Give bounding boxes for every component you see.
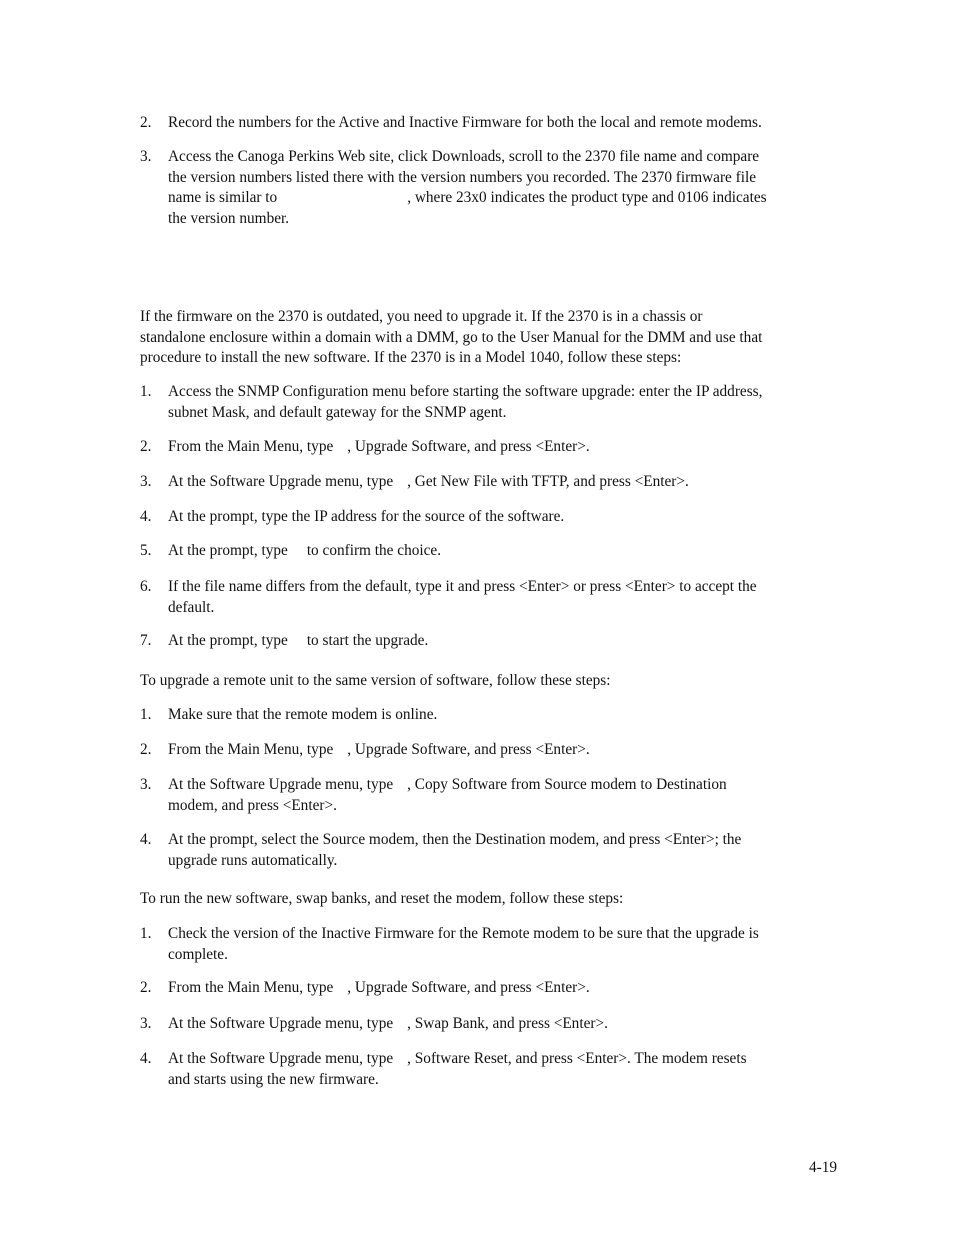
text-segment: , Upgrade Software, and press <Enter>. xyxy=(347,741,590,758)
list-text xyxy=(168,1014,842,1035)
list-item xyxy=(140,924,842,965)
text-segment: , Software Reset, and press <Enter>. The modem resets xyxy=(407,1050,747,1067)
text-segment: , where 23x0 indicates the product type and 0106 indicates xyxy=(407,189,767,207)
text-line: and starts using the new firmware. xyxy=(168,1070,379,1088)
list-item xyxy=(140,113,842,134)
list-number: 2. xyxy=(140,741,152,758)
page-number: 4-19 xyxy=(809,1159,838,1176)
list-item xyxy=(140,437,842,458)
list-number: 2. xyxy=(140,438,152,455)
list-text xyxy=(168,382,842,423)
remote-intro: To upgrade a remote unit to the same version of software, follow these steps: xyxy=(140,672,611,689)
list-text xyxy=(168,978,842,999)
text-segment: From the Main Menu, type xyxy=(168,741,334,758)
list-text: Record the numbers for the Active and Inactive Firmware for both the local and remote modems. xyxy=(168,114,762,131)
list-item xyxy=(140,382,842,423)
list-number: 3. xyxy=(140,148,152,165)
list-number: 4. xyxy=(140,1050,152,1067)
list-text xyxy=(168,631,842,652)
list-number: 4. xyxy=(140,508,152,525)
text-segment: to start the upgrade. xyxy=(306,632,429,649)
text-segment: From the Main Menu, type xyxy=(168,979,334,996)
list-text xyxy=(168,775,842,816)
text-line xyxy=(168,188,842,209)
list-number: 3. xyxy=(140,473,152,490)
text-line: the version numbers listed there with the version numbers you recorded. The 2370 firmware file xyxy=(168,168,757,186)
list-text xyxy=(168,924,842,965)
swap-intro: To run the new software, swap banks, and reset the modem, follow these steps: xyxy=(140,890,624,907)
list-item xyxy=(140,472,842,493)
text-line: Access the Canoga Perkins Web site, click Downloads, scroll to the 2370 file name and compare xyxy=(168,148,760,165)
list-item xyxy=(140,577,842,618)
text-line: default. xyxy=(168,598,215,616)
list-item xyxy=(140,705,842,726)
list-item xyxy=(140,541,842,562)
text-line: If the file name differs from the default, type it and press <Enter> or press <Enter> to accept the xyxy=(168,578,757,595)
text-segment: , Swap Bank, and press <Enter>. xyxy=(407,1015,608,1032)
list-item xyxy=(140,740,842,761)
text-segment: to confirm the choice. xyxy=(306,542,442,559)
list-text xyxy=(168,147,842,229)
list-item xyxy=(140,1049,842,1090)
list-text xyxy=(168,541,842,562)
list-item xyxy=(140,1014,842,1035)
list-number: 1. xyxy=(140,383,152,400)
text-line xyxy=(168,775,842,796)
text-segment: , Get New File with TFTP, and press <Enter>. xyxy=(407,473,689,490)
text-line: subnet Mask, and default gateway for the SNMP agent. xyxy=(168,403,507,421)
text-line: Check the version of the Inactive Firmware for the Remote modem to be sure that the upgrade is xyxy=(168,925,759,942)
text-line: If the firmware on the 2370 is outdated, you need to upgrade it. If the 2370 is in a chassis or xyxy=(140,308,703,325)
text-segment: , Upgrade Software, and press <Enter>. xyxy=(347,979,590,996)
text-line: At the prompt, select the Source modem, then the Destination modem, and press <Enter>; the xyxy=(168,831,742,848)
list-number: 6. xyxy=(140,578,152,595)
intro-paragraph xyxy=(140,307,842,369)
text-line: complete. xyxy=(168,945,228,963)
list-text xyxy=(168,437,842,458)
list-number: 1. xyxy=(140,706,152,723)
list-item xyxy=(140,775,842,816)
list-number: 7. xyxy=(140,632,152,649)
list-item xyxy=(140,830,842,871)
list-item xyxy=(140,507,842,528)
text-segment: At the Software Upgrade menu, type xyxy=(168,1050,394,1067)
list-number: 2. xyxy=(140,114,152,131)
list-item xyxy=(140,631,842,652)
text-line: modem, and press <Enter>. xyxy=(168,796,337,814)
text-segment: name is similar to xyxy=(168,189,278,207)
list-number: 4. xyxy=(140,831,152,848)
text-segment: , Upgrade Software, and press <Enter>. xyxy=(347,438,590,455)
text-segment: At the Software Upgrade menu, type xyxy=(168,776,394,793)
list-text: Make sure that the remote modem is online. xyxy=(168,706,438,723)
list-item xyxy=(140,978,842,999)
list-number: 3. xyxy=(140,776,152,793)
list-number: 2. xyxy=(140,979,152,996)
text-line: procedure to install the new software. If the 2370 is in a Model 1040, follow these steps: xyxy=(140,349,682,367)
list-text xyxy=(168,830,842,871)
list-text xyxy=(168,577,842,618)
list-text: At the prompt, type the IP address for the source of the software. xyxy=(168,508,565,525)
list-number: 3. xyxy=(140,1015,152,1032)
text-line: the version number. xyxy=(168,209,290,227)
text-line xyxy=(168,1049,842,1070)
text-line: standalone enclosure within a domain with a DMM, go to the User Manual for the DMM and use that xyxy=(140,328,763,346)
list-number: 1. xyxy=(140,925,152,942)
text-segment: , Copy Software from Source modem to Destination xyxy=(407,776,727,793)
list-text xyxy=(168,1049,842,1090)
text-segment: At the Software Upgrade menu, type xyxy=(168,1015,394,1032)
list-item xyxy=(140,147,842,229)
text-segment: At the prompt, type xyxy=(168,542,288,559)
list-number: 5. xyxy=(140,542,152,559)
text-line: upgrade runs automatically. xyxy=(168,851,338,869)
text-segment: At the Software Upgrade menu, type xyxy=(168,473,394,490)
list-text xyxy=(168,740,842,761)
list-text xyxy=(168,472,842,493)
text-segment: At the prompt, type xyxy=(168,632,288,649)
text-segment: From the Main Menu, type xyxy=(168,438,334,455)
text-line: Access the SNMP Configuration menu before starting the software upgrade: enter the IP address, xyxy=(168,383,763,400)
